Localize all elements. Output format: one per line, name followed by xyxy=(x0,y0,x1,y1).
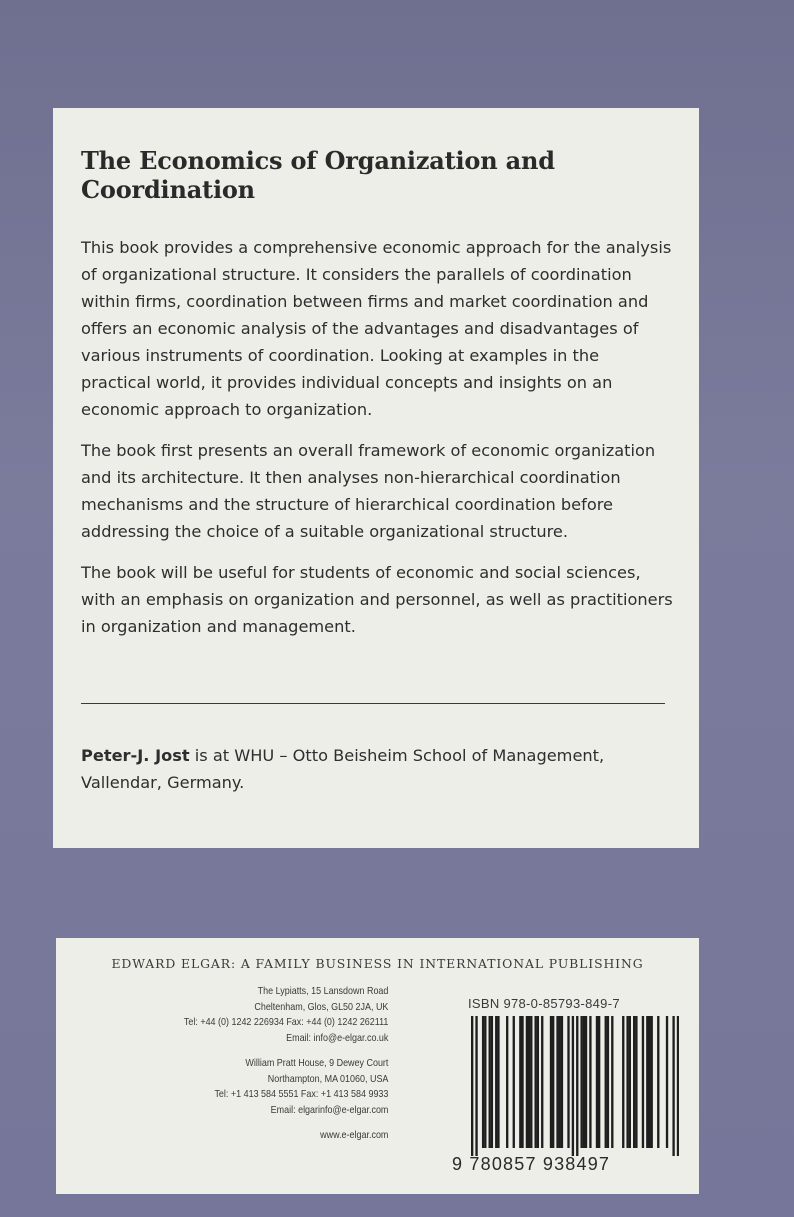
barcode-bar xyxy=(519,1016,521,1148)
barcode-bar xyxy=(589,1016,591,1148)
description-paragraph-3: The book will be useful for students of economic and social sciences, with an emphasis on organization and personnel, as well as practitioners in organization and management. xyxy=(81,563,673,636)
barcode-bar xyxy=(666,1016,668,1148)
uk-address-line: Cheltenham, Glos, GL50 2JA, UK xyxy=(253,1001,388,1013)
barcode-bar xyxy=(491,1016,493,1148)
publisher-addresses xyxy=(183,984,388,1144)
us-address-line: Northampton, MA 01060, USA xyxy=(267,1073,388,1085)
barcode-bar xyxy=(521,1016,523,1148)
author-affiliation: is at WHU – Otto Beisheim School of Management, Vallendar, Germany. xyxy=(81,746,605,792)
barcode-bar xyxy=(495,1016,497,1148)
divider-rule xyxy=(81,703,665,704)
barcode-bar xyxy=(541,1016,543,1148)
barcode-bar xyxy=(482,1016,484,1148)
barcode-bar xyxy=(611,1016,613,1148)
barcode-bar xyxy=(489,1016,491,1148)
barcode-bar xyxy=(572,1016,574,1156)
barcode-bar xyxy=(605,1016,607,1148)
barcode xyxy=(471,1016,679,1164)
barcode-bar xyxy=(648,1016,650,1148)
barcode-bar xyxy=(556,1016,558,1148)
barcode-bar xyxy=(651,1016,653,1148)
description-panel xyxy=(53,108,699,848)
publisher-panel xyxy=(56,938,699,1194)
us-email: Email: elgarinfo@e-elgar.com xyxy=(270,1104,388,1116)
barcode-bar xyxy=(528,1016,530,1148)
uk-address-line: The Lypiatts, 15 Lansdown Road xyxy=(257,986,388,997)
barcode-bar xyxy=(530,1016,532,1148)
barcode-bar xyxy=(622,1016,624,1148)
barcode-bar xyxy=(506,1016,508,1148)
barcode-bar xyxy=(646,1016,648,1148)
barcode-bar xyxy=(596,1016,598,1148)
author-bio xyxy=(81,742,679,796)
us-address-line: William Pratt House, 9 Dewey Court xyxy=(245,1058,388,1069)
description-paragraph-1: This book provides a comprehensive economic approach for the analysis of organizational structure. It considers the parallels of coordination within firms, coordination between firms and market coordination and offers an economic analysis of the advantages and disadvantages of various instruments of coordination. Looking at examples in the practical world, it provides individual concepts and insights on an economic approach to organization. xyxy=(81,238,672,419)
barcode-bar xyxy=(537,1016,539,1148)
barcode-bar xyxy=(567,1016,569,1148)
us-phone-fax: Tel: +1 413 584 5551 Fax: +1 413 584 9933 xyxy=(214,1089,388,1100)
barcode-bar xyxy=(576,1016,578,1156)
publisher-banner: EDWARD ELGAR: A FAMILY BUSINESS IN INTERNATIONAL PUBLISHING xyxy=(111,956,644,971)
barcode-bar xyxy=(635,1016,637,1148)
barcode-bar xyxy=(598,1016,600,1148)
isbn-label: ISBN 978-0-85793-849-7 xyxy=(468,996,620,1011)
barcode-bar xyxy=(484,1016,486,1148)
barcode-bar xyxy=(585,1016,587,1148)
barcode-bar xyxy=(513,1016,515,1148)
barcode-bar xyxy=(583,1016,585,1148)
barcode-digits: 9 780857 938497 xyxy=(452,1154,611,1174)
barcode-bar xyxy=(607,1016,609,1148)
publisher-website: www.e-elgar.com xyxy=(319,1130,388,1141)
barcode-bar xyxy=(552,1016,554,1148)
barcode-bar xyxy=(626,1016,628,1148)
barcode-bars xyxy=(471,1016,679,1156)
barcode-bar xyxy=(629,1016,631,1148)
barcode-bar xyxy=(497,1016,499,1148)
barcode-bar xyxy=(677,1016,679,1156)
author-name: Peter-J. Jost xyxy=(81,746,190,765)
barcode-bar xyxy=(526,1016,528,1148)
barcode-bar xyxy=(471,1016,473,1156)
uk-phone-fax: Tel: +44 (0) 1242 226934 Fax: +44 (0) 1242 262111 xyxy=(183,1017,388,1028)
book-title: The Economics of Organization and Coordination xyxy=(81,146,555,204)
barcode-bar xyxy=(550,1016,552,1148)
barcode-bar xyxy=(657,1016,659,1148)
description-paragraph-2: The book first presents an overall framework of economic organization and its architecture. It then analyses non-hierarchical coordination mechanisms and the structure of hierarchical coordination before addressing the choice of a suitable organizational structure. xyxy=(81,441,656,541)
barcode-bar xyxy=(559,1016,561,1148)
barcode-bar xyxy=(561,1016,563,1148)
barcode-bar xyxy=(672,1016,674,1156)
barcode-bar xyxy=(633,1016,635,1148)
barcode-bar xyxy=(534,1016,536,1148)
uk-email: Email: info@e-elgar.co.uk xyxy=(285,1032,388,1044)
barcode-bar xyxy=(475,1016,477,1156)
barcode-bar xyxy=(580,1016,582,1148)
barcode-bar xyxy=(642,1016,644,1148)
